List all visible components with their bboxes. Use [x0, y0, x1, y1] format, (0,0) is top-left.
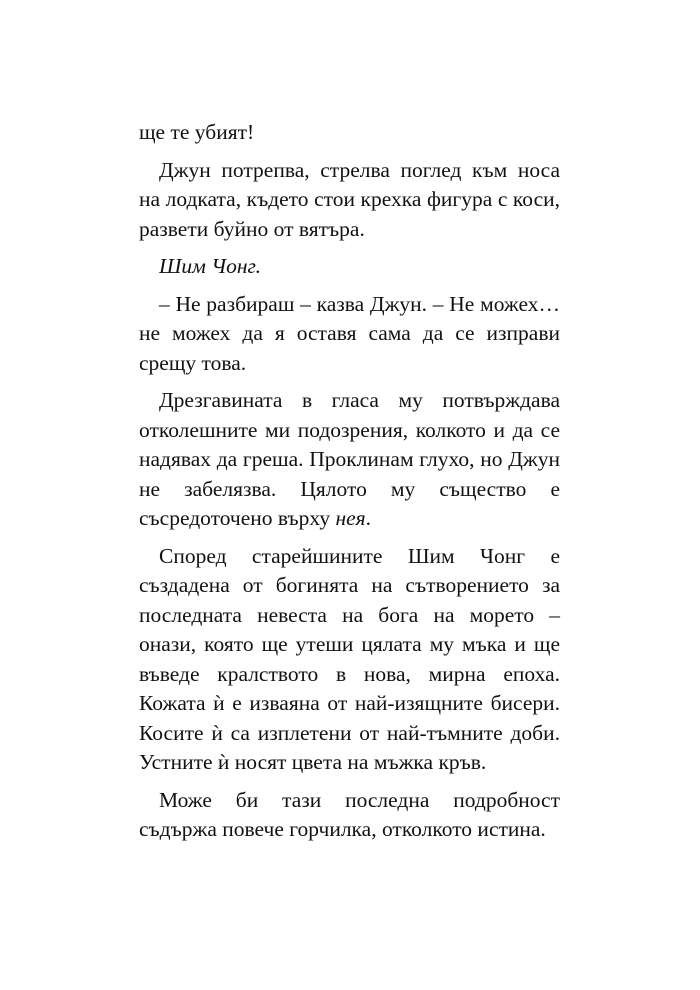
text-segment: Дрезгавината в гласа му потвърждава отколешните ми подозрения, колкото и да се надявах да греша. Проклинам глухо, но Джун не забелязва. Цялото му същество е съсредоточено върху: [139, 388, 560, 530]
paragraph-bitterness: Може би тази последна подробност съдържа повече горчилка, отколкото истина.: [139, 787, 560, 841]
book-page-text: [139, 118, 560, 853]
italic-emphasis: нея: [335, 506, 366, 530]
paragraph-dialogue: – Не разбираш – казва Джун. – Не можех… не можех да я оставя сама да се изправи срещу това.: [139, 291, 560, 375]
paragraph-hoarseness: [139, 386, 560, 534]
text-segment: .: [365, 506, 372, 530]
paragraph-shim-chong-name: [139, 252, 560, 282]
italic-name: Шим Чонг.: [159, 254, 261, 278]
paragraph-continuation: ще те убият!: [139, 120, 255, 144]
paragraph-jun-flinches: Джун потрепва, стрелва поглед към носа на лодката, където стои крехка фигура с коси, развети буйно от вятъра.: [139, 157, 560, 241]
paragraph-elders-legend: Според старейшините Шим Чонг е създадена от богинята на сътворението за последната невеста на бога на морето – онази, която ще утеши цялата му мъка и ще въведе кралството в нова, мирна епоха. Кожата ѝ е изваяна от най-изящните бисери. Косите ѝ са изплетени от най-тъмните доби. Устните ѝ носят цвета на мъжка кръв.: [139, 543, 560, 774]
